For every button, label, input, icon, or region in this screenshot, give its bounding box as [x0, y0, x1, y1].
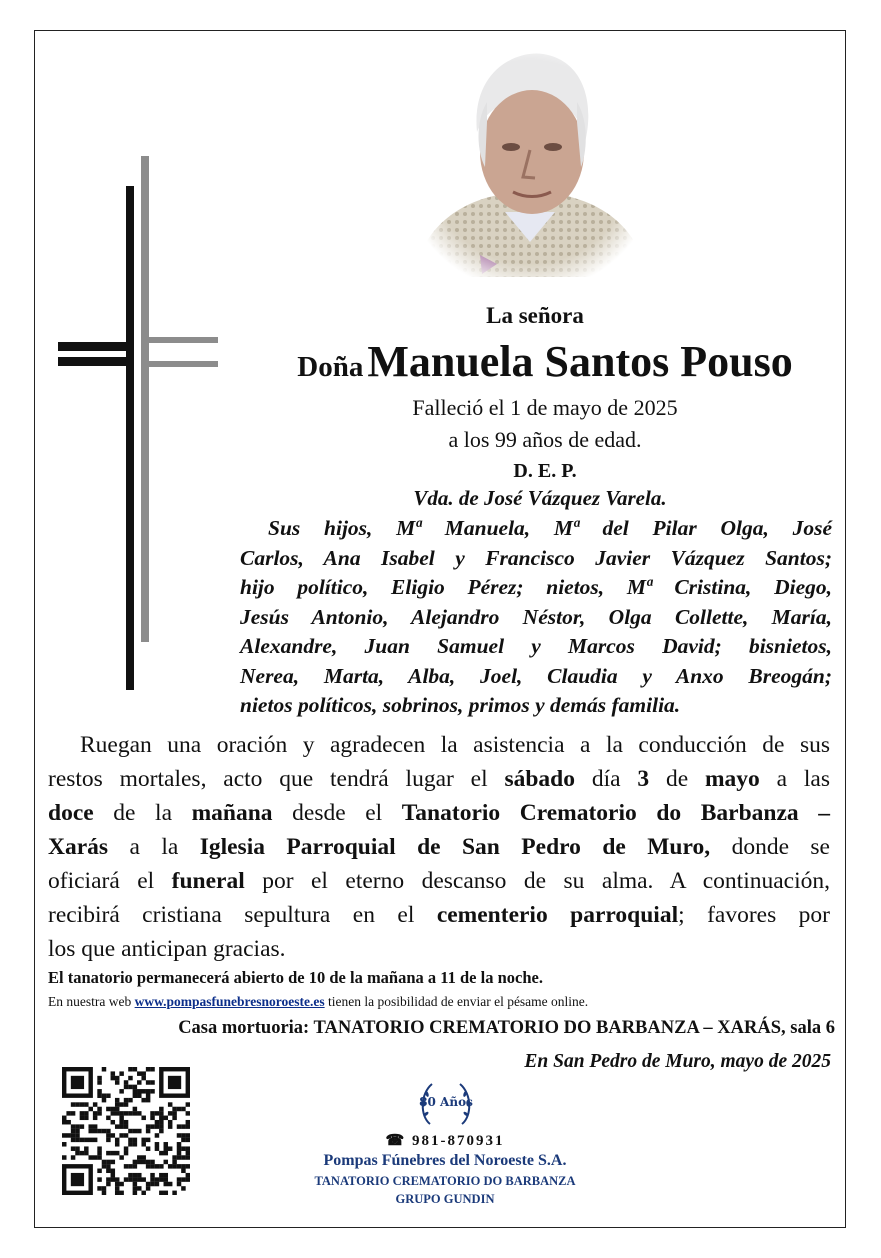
family-line: Alexandre, Juan Samuel y Marcos David; bisnietos,: [240, 634, 832, 658]
logo-text: 80 Años: [419, 1095, 473, 1109]
intro-text: La señora: [486, 303, 584, 328]
death-date: Falleció el 1 de mayo de 2025: [412, 395, 678, 420]
qr-code[interactable]: [62, 1067, 190, 1195]
web-notice: En nuestra web www.pompasfunebresnoroeste.es tienen la posibilidad de enviar el pésame online.: [48, 994, 589, 1009]
opening-hours: El tanatorio permanecerá abierto de 10 de la mañana a 11 de la noche.: [48, 968, 543, 987]
family-line: Sus hijos, Mª Manuela, Mª del Pilar Olga, José: [268, 516, 832, 540]
family-line: nietos políticos, sobrinos, primos y demás familia.: [240, 693, 681, 717]
family-line: hijo político, Eligio Pérez; nietos, Mª Cristina, Diego,: [240, 575, 832, 599]
ceremony-line: los que anticipan gracias.: [48, 936, 286, 962]
name-prefix: Doña: [297, 351, 364, 383]
name-main: Manuela Santos Pouso: [367, 337, 793, 386]
company-line-2: TANATORIO CREMATORIO DO BARBANZA: [314, 1174, 576, 1188]
company-line-3: GRUPO GUNDIN: [395, 1192, 495, 1206]
family-line: Jesús Antonio, Alejandro Néstor, Olga Collette, María,: [240, 604, 832, 629]
anniversary-logo-icon: [416, 1078, 476, 1130]
ceremony-line: restos mortales, acto que tendrá lugar el sábado día 3 de mayo a las: [48, 766, 830, 792]
ceremony-line: oficiará el funeral por el eterno descanso de su alma. A continuación,: [48, 868, 830, 894]
age-text: a los 99 años de edad.: [448, 427, 642, 452]
ceremony-line: Xarás a la Iglesia Parroquial de San Pedro de Muro, donde se: [48, 834, 830, 860]
portrait-photo: [405, 42, 655, 292]
telephone-icon: ☎: [385, 1133, 407, 1149]
funeral-home: Casa mortuoria: TANATORIO CREMATORIO DO BARBANZA – XARÁS, sala 6: [178, 1018, 835, 1038]
company-name: Pompas Fúnebres del Noroeste S.A.: [323, 1152, 567, 1169]
cross-icon: [58, 156, 228, 690]
ceremony-paragraph: [48, 728, 830, 966]
place-date: En San Pedro de Muro, mayo de 2025: [524, 1051, 831, 1072]
ceremony-line: recibirá cristiana sepultura en el cementerio parroquial; favores por: [48, 902, 830, 928]
family-line: Nerea, Marta, Alba, Joel, Claudia y Anxo Breogán;: [240, 663, 832, 688]
family-paragraph: [240, 514, 832, 721]
family-line: Carlos, Ana Isabel y Francisco Javier Vázquez Santos;: [240, 545, 832, 570]
rip-text: D. E. P.: [513, 460, 577, 482]
phone-number[interactable]: ☎ 981-870931: [385, 1133, 505, 1149]
website-link[interactable]: www.pompasfunebresnoroeste.es: [134, 994, 325, 1009]
widow-text: Vda. de José Vázquez Varela.: [413, 486, 667, 510]
ceremony-line: doce de la mañana desde el Tanatorio Crematorio do Barbanza –: [48, 800, 831, 826]
deceased-name: [240, 336, 850, 387]
ceremony-line: Ruegan una oración y agradecen la asistencia a la conducción de sus: [80, 732, 830, 758]
